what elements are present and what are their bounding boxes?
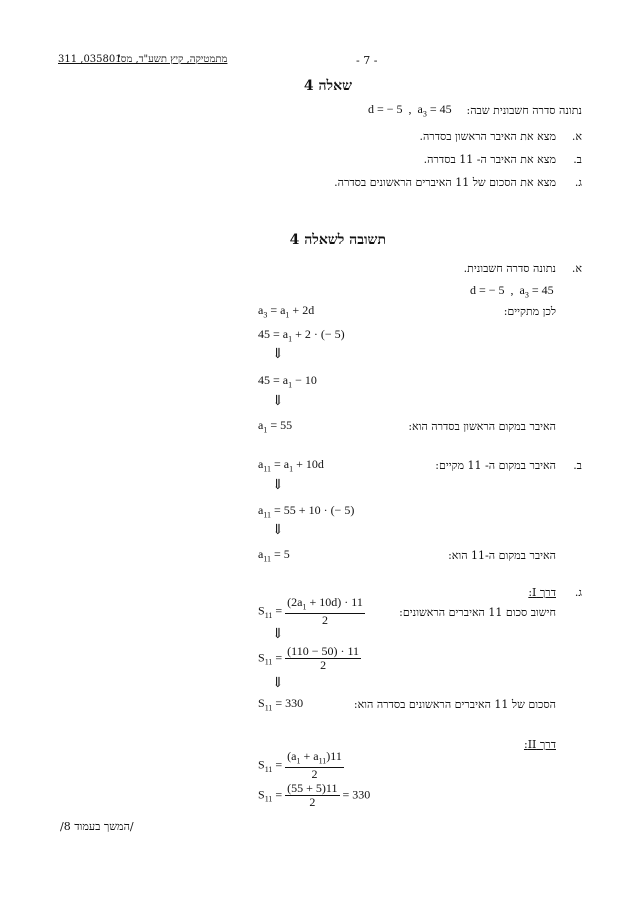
question-given-math: d = − 5 , $a_3 = 45$ <box>368 102 452 119</box>
answer-b-line-1: $a_{11} = a_1 + 10d$ <box>258 457 324 474</box>
answer-b-letter: ב. <box>573 459 582 472</box>
answer-a-letter: א. <box>571 262 582 275</box>
down-arrow-icon: ⇓ <box>272 346 284 362</box>
answer-b-line-2: $a_{11} = 55 + 10$ · (− 5) <box>258 503 355 520</box>
answer-c-formula-2: $S_{11}$ = $\frac{(110 - 50) \cdot 11}{2}$ <box>258 644 360 672</box>
question-title: שאלה 4 <box>303 78 352 94</box>
down-arrow-icon: ⇓ <box>272 522 284 538</box>
answer-a-line-3: $45 = a_1 - 10$ <box>258 373 317 390</box>
down-arrow-icon: ⇓ <box>272 393 284 409</box>
answer-c-result: $S_{11} = 330$ <box>258 696 304 713</box>
page-number: - 7 - <box>356 54 378 67</box>
question-given-text: נתונה סדרה חשבונית שבה: <box>466 104 582 117</box>
question-item-a: מצא את האיבר הראשון בסדרה. <box>419 130 556 143</box>
answer-c-way1-text: חישוב סכום 11 האיברים הראשונים: <box>399 606 556 619</box>
answer-a-intro: נתונה סדרה חשבונית. <box>463 262 556 275</box>
answer-a-line-1: $a_3 = a_1 + 2d$ <box>258 303 315 320</box>
answer-c-way2-label: דרך II: <box>523 738 556 751</box>
header-subject: מתמטיקה, קיץ תשע"ד, מס' <box>118 54 228 65</box>
answer-c-formula-1: $S_{11}$ = $\frac{(2a_1 + 10d) \cdot 11}{2}$ <box>258 595 363 628</box>
fraction: $\frac{(55 + 5)11}{2}$ <box>287 781 338 809</box>
answer-c-letter: ג. <box>574 586 582 599</box>
continue-note: /המשך בעמוד 8/ <box>60 820 134 833</box>
answer-b-result-text: האיבר במקום ה-11 הוא: <box>448 549 556 562</box>
answer-a-result: $a_1 = 55$ <box>258 418 293 435</box>
answer-c-result-text: הסכום של 11 האיברים הראשונים בסדרה הוא: <box>353 698 556 711</box>
down-arrow-icon: ⇓ <box>272 477 284 493</box>
answer-a-result-text: האיבר במקום הראשון בסדרה הוא: <box>408 420 556 433</box>
answer-c-way1-label: דרך I: <box>528 586 556 599</box>
answer-c-formula-4: $S_{11}$ = $\frac{(55 + 5)11}{2}$ = 330 <box>258 781 371 809</box>
question-item-letter-a: א. <box>571 130 582 143</box>
fraction: $\frac{(110 - 50) \cdot 11}{2}$ <box>287 644 360 672</box>
answer-b-result: $a_{11} = 5$ <box>258 547 290 564</box>
fraction: $\frac{(a_1 + a_{11})11}{2}$ <box>287 749 342 782</box>
question-item-b: מצא את האיבר ה- 11 בסדרה. <box>423 153 556 166</box>
fraction: $\frac{(2a_1 + 10d) \cdot 11}{2}$ <box>287 595 363 628</box>
answer-a-therefore: לכן מתקיים: <box>503 305 556 318</box>
question-item-c: מצא את הסכום של 11 האיברים הראשונים בסדרה. <box>334 176 556 189</box>
answer-title: תשובה לשאלה 4 <box>289 232 386 248</box>
question-item-letter-c: ג. <box>574 176 582 189</box>
down-arrow-icon: ⇓ <box>272 675 284 691</box>
down-arrow-icon: ⇓ <box>272 626 284 642</box>
answer-a-line-2: $45 = a_1 + 2$ · (− 5) <box>258 327 345 344</box>
answer-b-text: האיבר במקום ה- 11 מקיים: <box>435 459 556 472</box>
question-item-letter-b: ב. <box>573 153 582 166</box>
answer-c-formula-3: $S_{11}$ = $\frac{(a_1 + a_{11})11}{2}$ <box>258 749 342 782</box>
answer-a-given-math: d = − 5 , $a_3 = 45$ <box>470 283 554 300</box>
header-exam-code: 311 ,035801 <box>58 54 122 65</box>
